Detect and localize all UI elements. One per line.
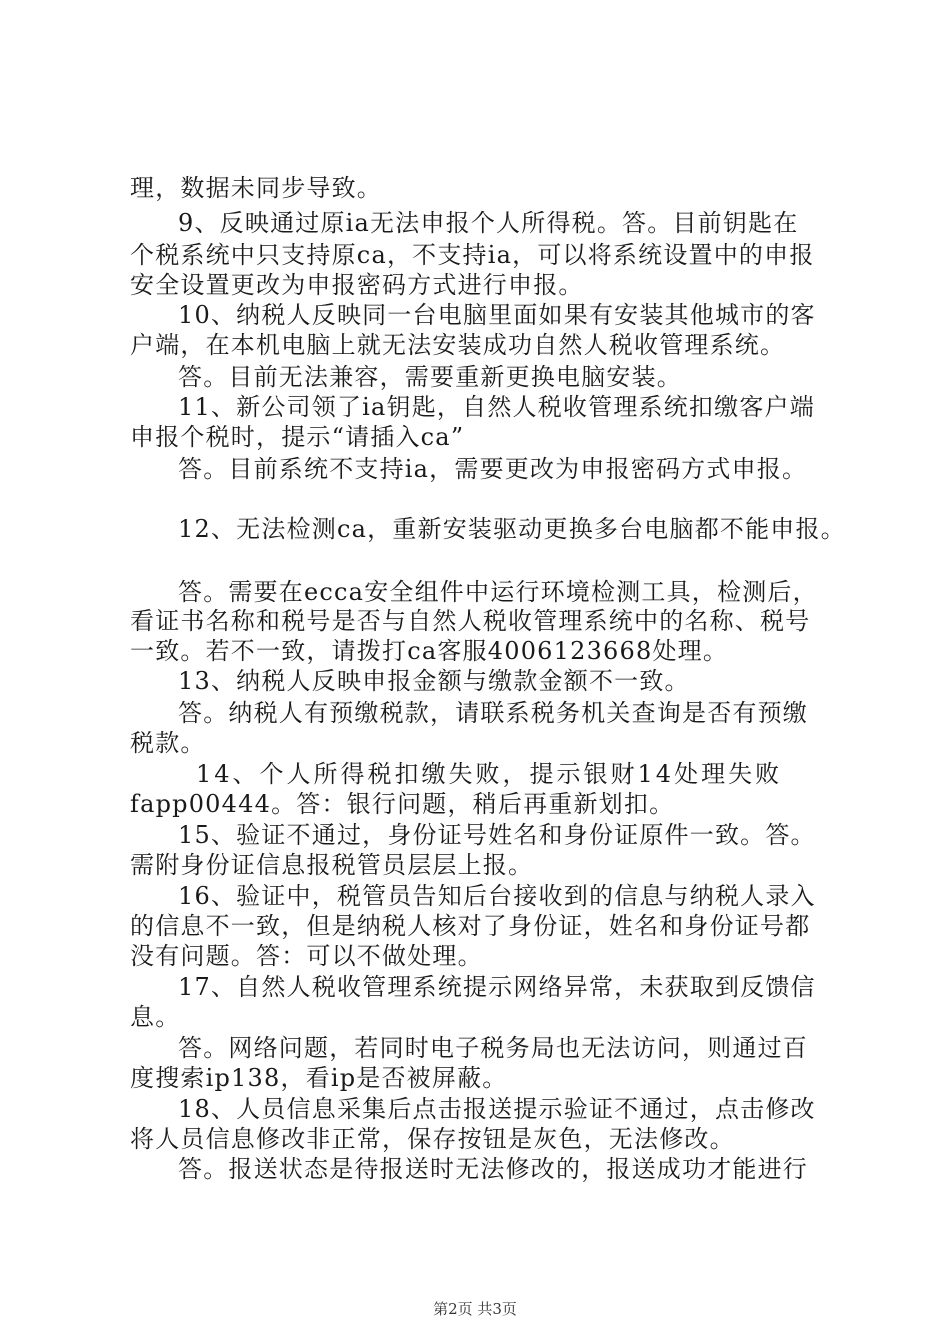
text-line: 个税系统中只支持原ca，不支持ia，可以将系统设置中的申报 [130,241,815,269]
page-footer: 第2页 共3页 [433,1300,517,1318]
text-line: 息。 [130,1003,181,1031]
text-line: fapp00444。答：银行问题，稍后再重新划扣。 [130,790,675,818]
text-line: 18、人员信息采集后点击报送提示验证不通过，点击修改 [178,1095,816,1123]
text-line: 需附身份证信息报税管员层层上报。 [130,851,534,879]
text-line: 的信息不一致，但是纳税人核对了身份证，姓名和身份证号都 [130,912,811,940]
text-line: 16、验证中，税管员告知后台接收到的信息与纳税人录入 [178,882,816,910]
text-line: 10、纳税人反映同一台电脑里面如果有安装其他城市的客 [178,301,816,329]
text-line: 13、纳税人反映申报金额与缴款金额不一致。 [178,667,690,695]
text-line: 申报个税时，提示“请插入ca” [130,423,465,451]
text-line: 答。目前系统不支持ia，需要更改为申报密码方式申报。 [178,455,808,483]
text-line: 理，数据未同步导致。 [130,174,382,202]
text-line: 17、自然人税收管理系统提示网络异常，未获取到反馈信 [178,973,816,1001]
text-line: 看证书名称和税号是否与自然人税收管理系统中的名称、税号 [130,607,811,635]
text-line: 11、新公司领了ia钥匙，自然人税收管理系统扣缴客户端 [178,393,815,421]
text-line: 9、反映通过原ia无法申报个人所得税。答。目前钥匙在 [178,209,799,237]
text-line: 答。纳税人有预缴税款，请联系税务机关查询是否有预缴 [178,699,808,727]
text-line: 税款。 [130,729,206,757]
text-line: 答。需要在ecca安全组件中运行环境检测工具，检测后， [178,578,818,606]
text-line: 度搜索ip138，看ip是否被屏蔽。 [130,1064,508,1092]
text-line: 12、无法检测ca，重新安装驱动更换多台电脑都不能申报。 [178,515,846,543]
text-line: 安全设置更改为申报密码方式进行申报。 [130,271,584,299]
text-line: 答。网络问题，若同时电子税务局也无法访问，则通过百 [178,1034,808,1062]
text-line: 一致。若不一致，请拨打ca客服4006123668处理。 [130,637,729,665]
text-line: 答。目前无法兼容，需要重新更换电脑安装。 [178,363,682,391]
text-line: 15、验证不通过，身份证号姓名和身份证原件一致。答。 [178,821,816,849]
text-line: 答。报送状态是待报送时无法修改的，报送成功才能进行 [178,1155,808,1183]
text-line: 没有问题。答：可以不做处理。 [130,942,483,970]
text-line: 将人员信息修改非正常，保存按钮是灰色，无法修改。 [130,1125,735,1153]
text-line: 户端，在本机电脑上就无法安装成功自然人税收管理系统。 [130,331,786,359]
text-line: 14、个人所得税扣缴失败，提示银财14处理失败 [196,760,783,788]
